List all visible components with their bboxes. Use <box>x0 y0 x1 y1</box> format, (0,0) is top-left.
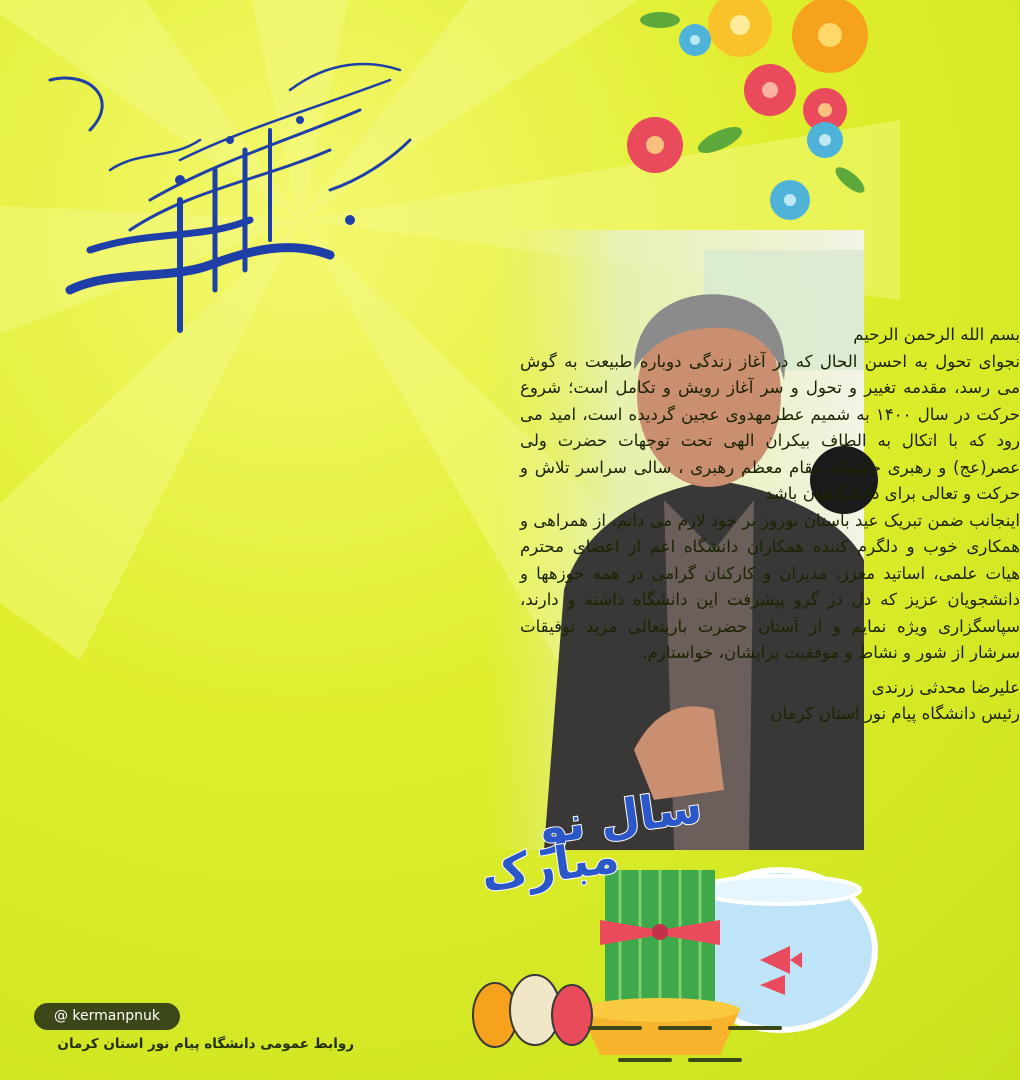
message-paragraph-2: اینجانب ضمن تبریک عید باستان نوروز بر خود لازم می دانم، از همراهی و همکاری خوب و دلگرم کننده همکاران دانشگاه اعم از اعضای محترم هیات علمی، اساتید معزز، مدیران و کارکنان گرامی در همه حوزهها و دانشجویان عزیز که دل در گرو پیشرفت این دانشگاه داشته و دارند، سپاسگزاری ویژه نمایم و از آستان حضرت باریتعالی مزید توفیقات سرشار از شور و نشاط و موفقیت برایشان، خواستارم. <box>520 510 1020 662</box>
basmala: بسم الله الرحمن الرحیم <box>853 325 1020 344</box>
new-year-greeting <box>420 778 760 910</box>
signature-name: علیرضا محدثی زرندی <box>871 677 1020 697</box>
calligraphy-artwork <box>30 40 420 330</box>
message-paragraph-1: نجوای تحول به احسن الحال که در آغاز زندگی دوباره طبیعت به گوش می رسد، مقدمه تغییر و تحول و سر آغاز رویش و تکامل است؛ شروع حرکت در سال ۱۴۰۰ به شمیم عطرمهدوی عجین گردیده است، امید می رود که با اتکال به الطاف بیکران الهی تحت توجهات حضرت ولی عصر(عج) و رهبری حکیمانه مقام معظم رهبری ، سالی سراسر تلاش و حرکت و تعالی برای دانشگاهیان باشد <box>520 351 1020 503</box>
greeting-line-1: سال نو <box>534 778 706 856</box>
greeting-line-2: مبارک <box>477 828 623 902</box>
social-handle-badge[interactable]: @ kermanpnuk <box>34 1003 180 1030</box>
dash-decoration <box>580 1020 820 1070</box>
public-relations-credit: روابط عمومی دانشگاه پیام نور استان کرمان <box>57 1036 354 1052</box>
greeting-message <box>520 322 1020 728</box>
flower-decoration <box>620 0 864 240</box>
signature-title: رئیس دانشگاه پیام نور استان کرمان <box>770 704 1020 723</box>
